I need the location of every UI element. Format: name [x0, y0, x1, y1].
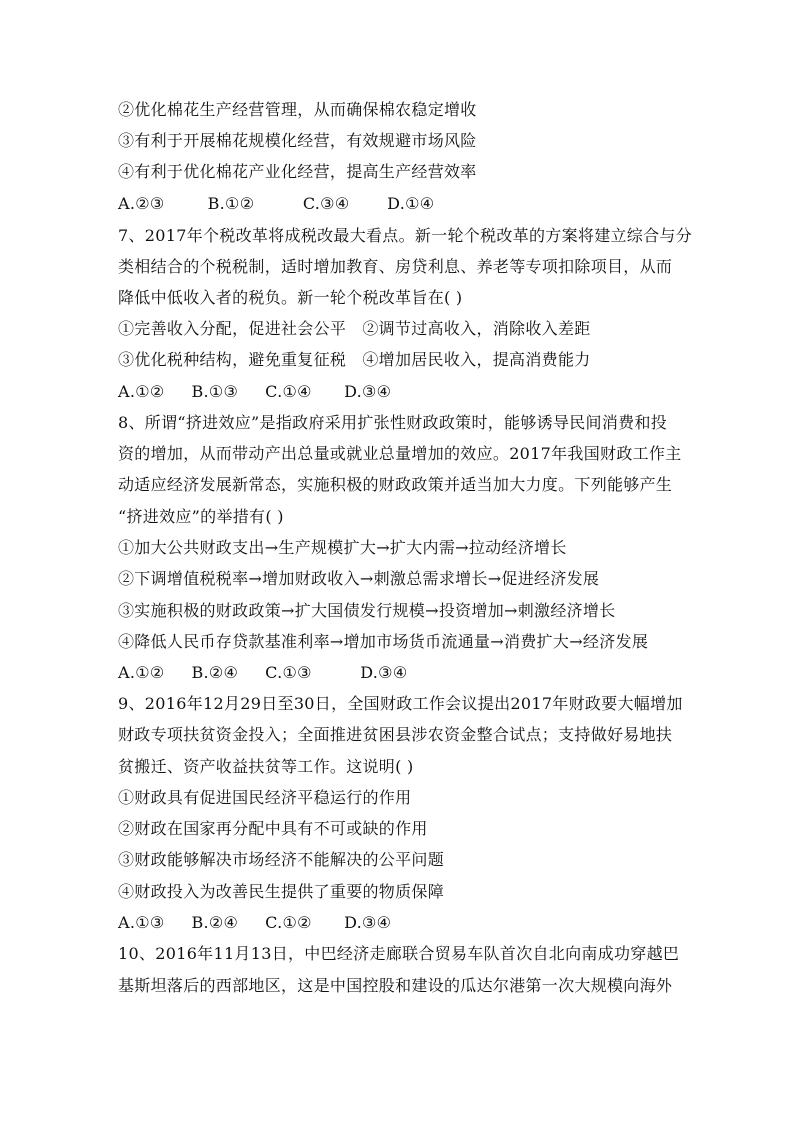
question-10-text: 基斯坦落后的西部地区，这是中国控股和建设的瓜达尔港第一次大规模向海外 — [118, 976, 673, 995]
question-8-text: 动适应经济发展新常态，实施积极的财政政策并适当加大力度。下列能够产生 — [118, 475, 673, 494]
question-8-text: 8、所谓“挤进效应”是指政府采用扩张性财政政策时，能够诱导民间消费和投 — [118, 413, 668, 432]
question-8-text: 资的增加，从而带动产出总量或就业总量增加的效应。2017年我国财政工作主 — [118, 444, 682, 463]
option-line: ③优化税种结构，避免重复征税 ④增加居民收入，提高消费能力 — [118, 350, 591, 369]
option-line: ①财政具有促进国民经济平稳运行的作用 — [118, 788, 412, 807]
option-line: ②优化棉花生产经营管理，从而确保棉农稳定增收 — [118, 100, 477, 119]
option-line: ①加大公共财政支出→生产规模扩大→扩大内需→拉动经济增长 — [118, 538, 567, 557]
option-line: ②财政在国家再分配中具有不可或缺的作用 — [118, 819, 428, 838]
option-line: ③有利于开展棉花规模化经营，有效规避市场风险 — [118, 131, 477, 150]
option-line: ③实施积极的财政政策→扩大国债发行规模→投资增加→刺激经济增长 — [118, 601, 616, 620]
question-9-text: 贫搬迁、资产收益扶贫等工作。这说明( ) — [118, 757, 414, 776]
question-7-text: 降低中低收入者的税负。新一轮个税改革旨在( ) — [118, 288, 463, 307]
question-9-text: 9、2016年12月29日至30日，全国财政工作会议提出2017年财政要大幅增加 — [118, 694, 683, 713]
question-8-text: “挤进效应”的举措有( ) — [118, 507, 284, 526]
option-line: ④有利于优化棉花产业化经营，提高生产经营效率 — [118, 162, 477, 181]
answer-choices: A.①② B.①③ C.①④ D.③④ — [118, 382, 392, 401]
question-10-text: 10、2016年11月13日，中巴经济走廊联合贸易车队首次自北向南成功穿越巴 — [118, 944, 680, 963]
option-line: ②下调增值税税率→增加财政收入→刺激总需求增长→促进经济发展 — [118, 569, 600, 588]
option-line: ③财政能够解决市场经济不能解决的公平问题 — [118, 850, 445, 869]
answer-choices: A.②③ B.①② C.③④ D.①④ — [118, 194, 435, 213]
question-7-text: 7、2017年个税改革将成税改最大看点。新一轮个税改革的方案将建立综合与分 — [118, 226, 692, 245]
answer-choices: A.①③ B.②④ C.①② D.③④ — [118, 913, 392, 932]
question-9-text: 财政专项扶贫资金投入；全面推进贫困县涉农资金整合试点；支持做好易地扶 — [118, 725, 673, 744]
option-line: ④降低人民币存贷款基准利率→增加市场货币流通量→消费扩大→经济发展 — [118, 632, 649, 651]
answer-choices: A.①② B.②④ C.①③ D.③④ — [118, 663, 408, 682]
question-7-text: 类相结合的个税税制，适时增加教育、房贷利息、养老等专项扣除项目，从而 — [118, 257, 673, 276]
option-line: ④财政投入为改善民生提供了重要的物质保障 — [118, 882, 445, 901]
option-line: ①完善收入分配，促进社会公平 ②调节过高收入，消除收入差距 — [118, 319, 591, 338]
